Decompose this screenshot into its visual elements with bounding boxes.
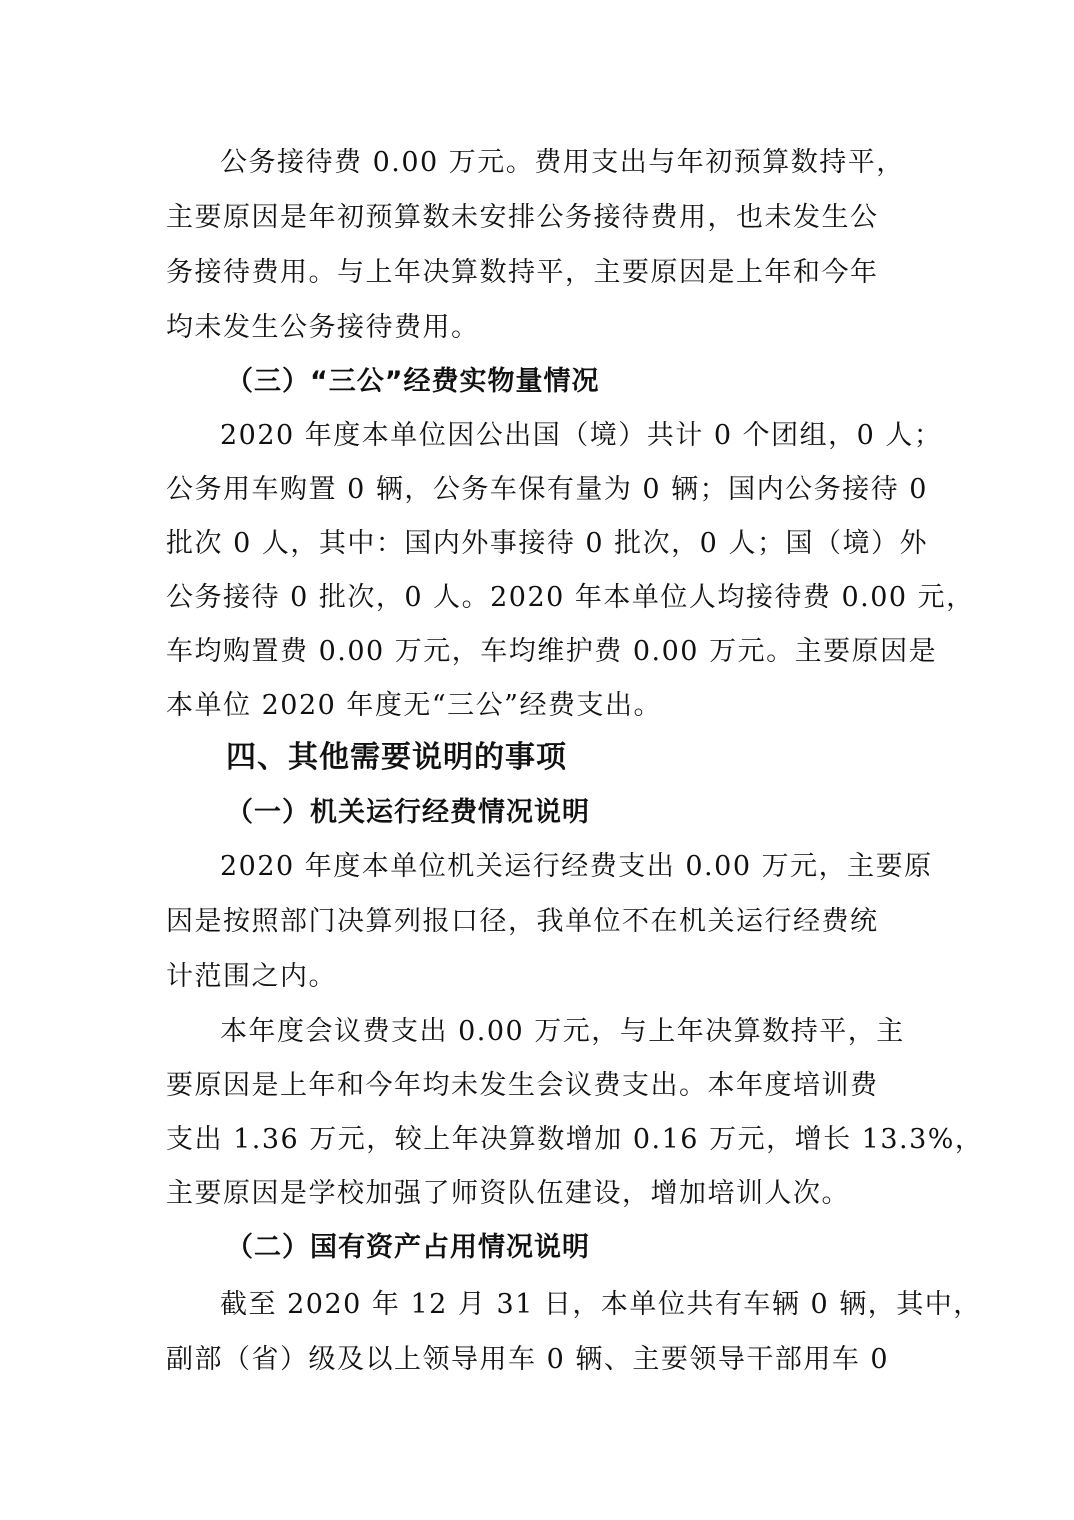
paragraph-line: 公务接待 0 批次，0 人。2020 年本单位人均接待费 0.00 元，: [166, 582, 975, 613]
paragraph-line: 务接待费用。与上年决算数持平，主要原因是上年和今年: [166, 257, 879, 288]
paragraph-line: 副部（省）级及以上领导用车 0 辆、主要领导干部用车 0: [166, 1344, 890, 1375]
paragraph-line: 车均购置费 0.00 万元，车均维护费 0.00 万元。主要原因是: [166, 636, 938, 667]
section-heading-4-2: （二）国有资产占用情况说明: [226, 1232, 590, 1263]
paragraph-line: 批次 0 人，其中：国内外事接待 0 批次，0 人；国（境）外: [166, 528, 928, 559]
paragraph-line: 因是按照部门决算列报口径，我单位不在机关运行经费统: [166, 906, 879, 937]
paragraph-line: 2020 年度本单位机关运行经费支出 0.00 万元，主要原: [220, 851, 933, 882]
paragraph-line: 本单位 2020 年度无“三公”经费支出。: [166, 690, 662, 721]
paragraph-line: 计范围之内。: [166, 961, 337, 992]
paragraph-line: 2020 年度本单位因公出国（境）共计 0 个团组，0 人；: [220, 420, 943, 451]
paragraph-line: 支出 1.36 万元，较上年决算数增加 0.16 万元，增长 13.3%，: [166, 1124, 984, 1155]
paragraph-line: 截至 2020 年 12 月 31 日，本单位共有车辆 0 辆，其中，: [220, 1289, 982, 1320]
section-heading-3: （三）“三公”经费实物量情况: [226, 366, 600, 397]
paragraph-line: 本年度会议费支出 0.00 万元，与上年决算数持平，主: [220, 1016, 905, 1047]
paragraph-line: 均未发生公务接待费用。: [166, 312, 480, 343]
paragraph-line: 主要原因是年初预算数未安排公务接待费用，也未发生公: [166, 202, 879, 233]
section-heading-4: 四、其他需要说明的事项: [226, 740, 567, 775]
paragraph-line: 公务接待费 0.00 万元。费用支出与年初预算数持平，: [220, 147, 905, 178]
paragraph-line: 公务用车购置 0 辆，公务车保有量为 0 辆；国内公务接待 0: [166, 474, 928, 505]
paragraph-line: 要原因是上年和今年均未发生会议费支出。本年度培训费: [166, 1070, 879, 1101]
section-heading-4-1: （一）机关运行经费情况说明: [226, 797, 590, 828]
paragraph-line: 主要原因是学校加强了师资队伍建设，增加培训人次。: [166, 1178, 850, 1209]
